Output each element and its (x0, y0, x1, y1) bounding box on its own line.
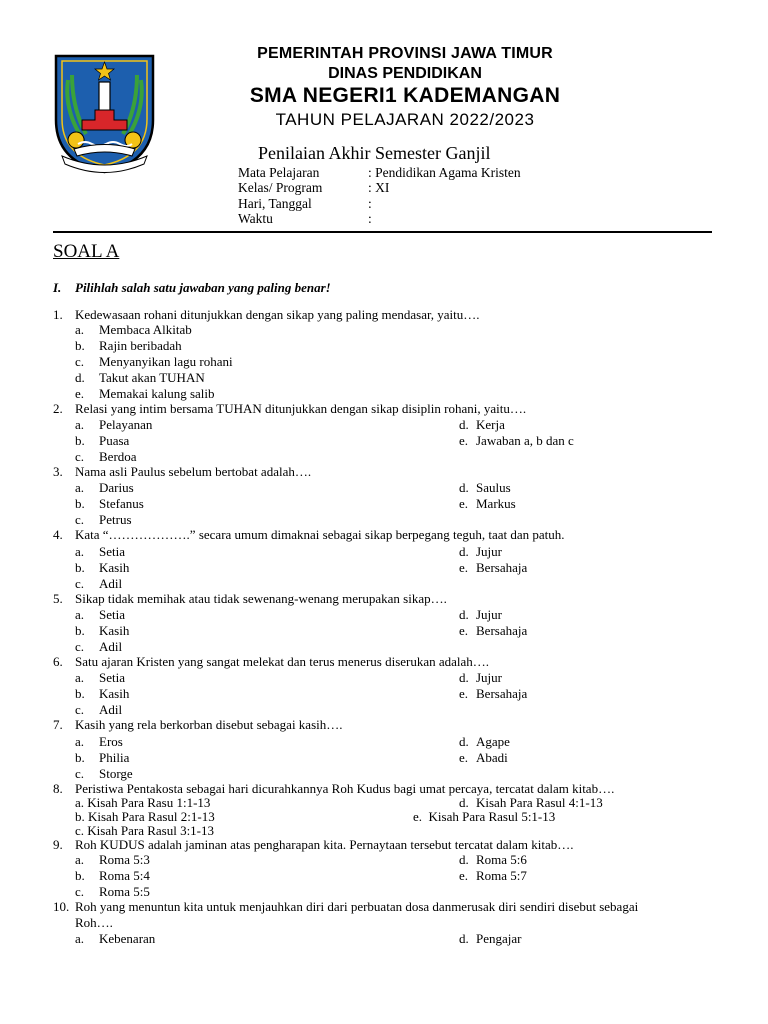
meta-row-date (238, 196, 372, 212)
option-text: Setia (99, 607, 125, 622)
option-text: Puasa (99, 433, 130, 448)
option-letter: c. (75, 576, 85, 591)
option-text: Markus (476, 496, 516, 511)
meta-key: Waktu (238, 211, 273, 226)
option-text: Roma 5:7 (476, 868, 527, 883)
question-6 (53, 654, 489, 669)
question-3 (53, 464, 311, 479)
option-letter: a. (75, 795, 85, 810)
question-number: 4. (53, 527, 63, 542)
option-letter: b. (75, 750, 85, 765)
option-letter: e. (459, 868, 469, 883)
option-letter: a. (75, 322, 85, 337)
option-9c (75, 884, 150, 899)
option-5d (459, 607, 502, 622)
question-text: Relasi yang intim bersama TUHAN ditunjukkan dengan sikap disiplin rohani, yaitu…. (75, 401, 527, 416)
instruction-number: I. (53, 280, 62, 295)
option-letter: d. (459, 852, 469, 867)
question-text: Roh KUDUS adalah jaminan atas pengharapan kita. Pernaytaan tersebut tercatat dalam kitab…. (75, 837, 574, 852)
option-5a (75, 607, 125, 622)
option-2d (459, 417, 505, 432)
option-9a (75, 852, 150, 867)
option-4a (75, 544, 125, 559)
question-text: Satu ajaran Kristen yang sangat melekat dan terus menerus diserukan adalah…. (75, 654, 490, 669)
option-4c (75, 576, 122, 591)
meta-row-time (238, 211, 372, 227)
question-4 (53, 527, 565, 542)
option-letter: c. (75, 702, 85, 717)
option-7b (75, 750, 129, 765)
option-letter: e. (75, 386, 85, 401)
question-1 (53, 307, 480, 322)
option-letter: d. (459, 931, 469, 946)
option-text: Bersahaja (476, 686, 528, 701)
option-letter: c. (75, 823, 85, 838)
meta-value: : XI (368, 180, 390, 195)
option-text: Kisah Para Rasul 5:1-13 (428, 809, 556, 824)
option-6d (459, 670, 502, 685)
option-6a (75, 670, 125, 685)
question-8 (53, 781, 614, 796)
option-letter: a. (75, 852, 85, 867)
option-text: Pengajar (476, 931, 522, 946)
option-letter: c. (75, 884, 85, 899)
option-text: Bersahaja (476, 623, 528, 638)
question-number: 6. (53, 654, 63, 669)
meta-row-subject (238, 165, 521, 181)
option-letter: d. (459, 417, 469, 432)
option-letter: e. (459, 750, 469, 765)
option-5b (75, 623, 129, 638)
option-letter: b. (75, 560, 85, 575)
option-1b (75, 338, 182, 353)
option-4e (459, 560, 527, 575)
question-number: 1. (53, 307, 63, 322)
option-1c (75, 354, 233, 369)
question-text: Kasih yang rela berkorban disebut sebagai kasih…. (75, 717, 343, 732)
question-2 (53, 401, 526, 416)
meta-key: Kelas/ Program (238, 180, 323, 195)
question-number: 9. (53, 837, 63, 852)
question-10-continuation: Roh…. (75, 915, 113, 930)
option-7c (75, 766, 133, 781)
option-8d (459, 795, 603, 810)
option-text: Adil (99, 702, 123, 717)
option-9d (459, 852, 527, 867)
option-letter: e. (459, 433, 469, 448)
option-text: Adil (99, 576, 123, 591)
option-text: Abadi (476, 750, 508, 765)
option-letter: a. (75, 670, 85, 685)
option-letter: d. (459, 480, 469, 495)
option-text: Darius (99, 480, 134, 495)
option-letter: c. (75, 449, 85, 464)
option-8e (413, 809, 555, 824)
option-1a (75, 322, 192, 337)
option-text: Roma 5:4 (99, 868, 150, 883)
meta-key: Mata Pelajaran (238, 165, 320, 180)
meta-value: : (368, 211, 372, 226)
option-letter: d. (459, 795, 469, 810)
option-letter: b. (75, 623, 85, 638)
header-school-name: SMA NEGERI1 KADEMANGAN (249, 84, 561, 107)
option-3d (459, 480, 511, 495)
option-text: Rajin beribadah (99, 338, 182, 353)
option-7a (75, 734, 123, 749)
option-text: Storge (99, 766, 133, 781)
option-1d (75, 370, 205, 385)
option-letter: c. (75, 354, 85, 369)
option-letter: a. (75, 931, 85, 946)
option-text: Philia (99, 750, 130, 765)
option-text: Pelayanan (99, 417, 153, 432)
question-7 (53, 717, 343, 732)
option-8a (75, 795, 210, 810)
option-9e (459, 868, 527, 883)
option-3b (75, 496, 144, 511)
meta-row-class (238, 180, 389, 196)
option-2c (75, 449, 137, 464)
option-letter: b. (75, 338, 85, 353)
option-7d (459, 734, 510, 749)
option-text: Kasih (99, 623, 130, 638)
option-letter: d. (75, 370, 85, 385)
option-text: Eros (99, 734, 123, 749)
option-letter: b. (75, 868, 85, 883)
question-5 (53, 591, 447, 606)
option-text: Kebenaran (99, 931, 156, 946)
question-number: 3. (53, 464, 63, 479)
option-letter: c. (75, 766, 85, 781)
option-5c (75, 639, 122, 654)
option-letter: a. (75, 607, 85, 622)
option-text: Stefanus (99, 496, 144, 511)
option-text: Menyanyikan lagu rohani (99, 354, 233, 369)
option-letter: d. (459, 607, 469, 622)
question-text: Nama asli Paulus sebelum bertobat adalah…. (75, 464, 312, 479)
option-10d (459, 931, 521, 946)
option-letter: b. (75, 809, 85, 824)
jawa-timur-emblem-logo (52, 50, 157, 175)
option-6e (459, 686, 527, 701)
option-3a (75, 480, 134, 495)
option-text: Kerja (476, 417, 505, 432)
option-text: Kasih (99, 686, 130, 701)
option-text: Kasih (99, 560, 130, 575)
option-5e (459, 623, 527, 638)
question-text: Roh yang menuntun kita untuk menjauhkan diri dari perbuatan dosa danmerusak diri sendiri disebut sebagai (75, 899, 639, 914)
option-3c (75, 512, 132, 527)
option-text: Jujur (476, 670, 502, 685)
option-6b (75, 686, 129, 701)
option-text: Saulus (476, 480, 511, 495)
option-letter: a. (75, 417, 85, 432)
question-text: Kedewasaan rohani ditunjukkan dengan sikap yang paling mendasar, yaitu…. (75, 307, 480, 322)
option-text: Agape (476, 734, 510, 749)
question-10 (53, 899, 638, 914)
option-text: Memakai kalung salib (99, 386, 215, 401)
option-text: Jujur (476, 607, 502, 622)
option-letter: e. (459, 496, 469, 511)
section-title: SOAL A (53, 241, 120, 262)
option-9b (75, 868, 150, 883)
question-text: Kata “……………….” secara umum dimaknai sebagai sikap berpegang teguh, taat dan patuh. (75, 527, 565, 542)
question-text: Peristiwa Pentakosta sebagai hari dicurahkannya Roh Kudus bagi umat percaya, tercatat dalam kitab…. (75, 781, 615, 796)
header-divider (53, 231, 712, 233)
option-2b (75, 433, 129, 448)
option-text: Kisah Para Rasul 2:1-13 (88, 809, 215, 824)
option-1e (75, 386, 215, 401)
option-4d (459, 544, 502, 559)
option-text: Setia (99, 670, 125, 685)
question-number: 5. (53, 591, 63, 606)
option-text: Jujur (476, 544, 502, 559)
instruction (53, 280, 331, 296)
option-text: Adil (99, 639, 123, 654)
option-text: Berdoa (99, 449, 137, 464)
option-letter: b. (75, 433, 85, 448)
option-letter: e. (413, 809, 423, 824)
question-number: 7. (53, 717, 63, 732)
option-letter: c. (75, 639, 85, 654)
option-text: Setia (99, 544, 125, 559)
option-text: Kisah Para Rasu 1:1-13 (87, 795, 211, 810)
option-letter: d. (459, 734, 469, 749)
header-government: PEMERINTAH PROVINSI JAWA TIMUR (257, 45, 553, 62)
option-text: Membaca Alkitab (99, 322, 192, 337)
exam-title: Penilaian Akhir Semester Ganjil (258, 143, 491, 163)
instruction-text: Pilihlah salah satu jawaban yang paling benar! (75, 280, 331, 295)
option-text: Kisah Para Rasul 3:1-13 (87, 823, 215, 838)
header-academic-year: TAHUN PELAJARAN 2022/2023 (275, 110, 535, 129)
question-text: Sikap tidak memihak atau tidak sewenang-wenang merupakan sikap…. (75, 591, 447, 606)
option-letter: d. (459, 670, 469, 685)
option-4b (75, 560, 129, 575)
option-letter: a. (75, 480, 85, 495)
option-text: Bersahaja (476, 560, 528, 575)
option-2a (75, 417, 152, 432)
option-2e (459, 433, 574, 448)
option-text: Petrus (99, 512, 132, 527)
meta-value: : Pendidikan Agama Kristen (368, 165, 521, 180)
option-letter: d. (459, 544, 469, 559)
question-9 (53, 837, 574, 852)
option-8b (75, 809, 215, 824)
option-7e (459, 750, 508, 765)
option-text: Takut akan TUHAN (99, 370, 205, 385)
option-8c (75, 823, 214, 838)
option-letter: a. (75, 734, 85, 749)
option-letter: e. (459, 623, 469, 638)
option-3e (459, 496, 516, 511)
option-letter: b. (75, 686, 85, 701)
option-10a (75, 931, 155, 946)
option-letter: c. (75, 512, 85, 527)
question-number: 2. (53, 401, 63, 416)
option-6c (75, 702, 122, 717)
option-letter: e. (459, 560, 469, 575)
meta-value: : (368, 196, 372, 211)
option-letter: e. (459, 686, 469, 701)
question-number: 10. (53, 899, 70, 914)
option-letter: a. (75, 544, 85, 559)
question-number: 8. (53, 781, 63, 796)
option-text: Jawaban a, b dan c (476, 433, 574, 448)
option-letter: b. (75, 496, 85, 511)
option-text: Roma 5:5 (99, 884, 150, 899)
option-text: Roma 5:6 (476, 852, 527, 867)
header-department: DINAS PENDIDIKAN (328, 65, 482, 82)
option-text: Roma 5:3 (99, 852, 150, 867)
option-text: Kisah Para Rasul 4:1-13 (476, 795, 603, 810)
meta-key: Hari, Tanggal (238, 196, 312, 211)
